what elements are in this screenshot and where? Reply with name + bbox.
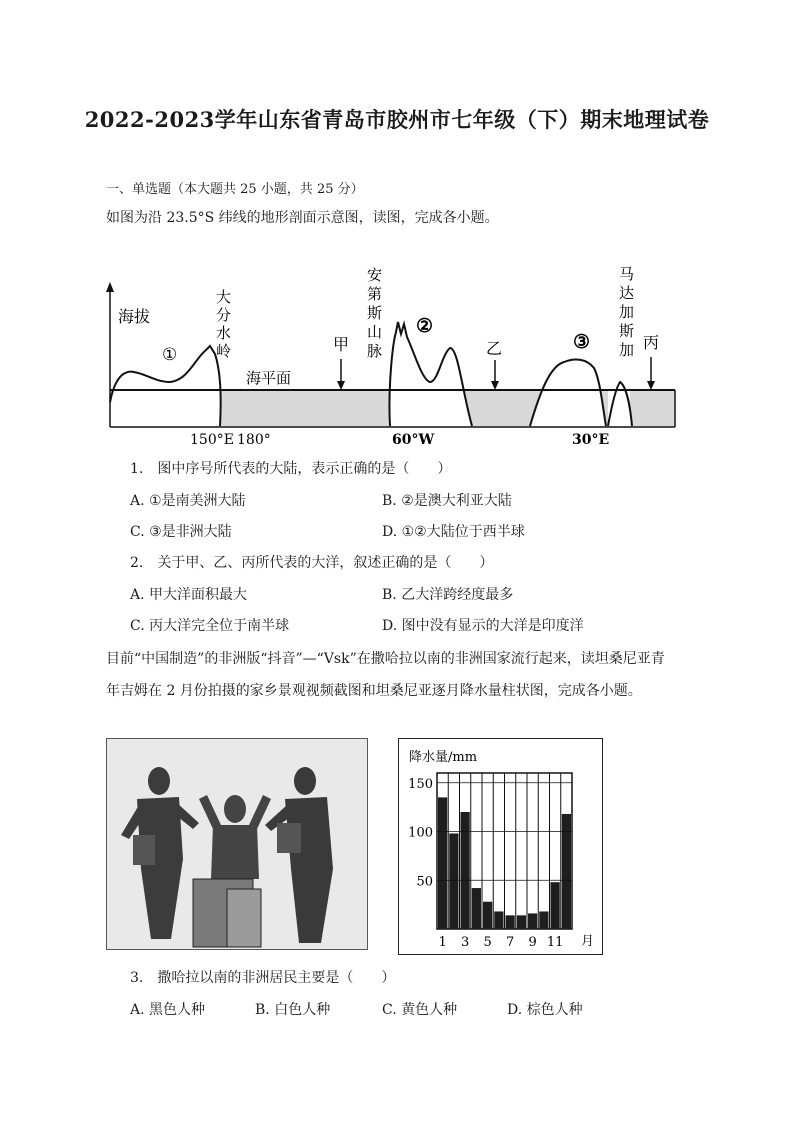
basket	[277, 823, 301, 853]
label-ocean-bing: 丙	[643, 333, 660, 352]
precipitation-chart-svg	[399, 739, 602, 954]
q2-option-b[interactable]: B. 乙大洋跨经度最多	[382, 587, 514, 603]
arrow-bing-head	[647, 381, 655, 390]
madagascar-landmass	[608, 382, 632, 426]
chart-xtick-label: 9	[528, 935, 537, 950]
y-axis-arrow	[106, 282, 114, 292]
q3-option-b[interactable]: B. 白色人种	[255, 1002, 331, 1018]
q3-option-a[interactable]: A. 黑色人种	[130, 1002, 206, 1018]
label-altitude: 海拔	[118, 307, 151, 326]
label-ocean-yi: 乙	[486, 339, 503, 358]
q1-option-c[interactable]: C. ③是非洲大陆	[130, 524, 232, 540]
q3-option-d[interactable]: D. 棕色人种	[507, 1002, 583, 1018]
precip-bar-1	[438, 797, 447, 929]
label-andes: 安第斯山脉	[367, 266, 383, 360]
tick-180: 180°	[237, 432, 271, 448]
south-america-landmass	[389, 322, 472, 426]
chart-ylabel: 降水量/mm	[409, 750, 478, 765]
chart-ytick-label: 50	[416, 874, 433, 890]
chart-ytick-label: 150	[408, 776, 433, 792]
precip-bar-2	[449, 833, 458, 929]
q2-option-d[interactable]: D. 图中没有显示的大洋是印度洋	[382, 618, 584, 634]
precip-bar-5	[483, 902, 492, 929]
section-heading: 一、单选题（本大题共 25 小题，共 25 分）	[106, 182, 364, 197]
arrow-jia-head	[337, 381, 345, 390]
precip-bar-8	[517, 915, 526, 929]
question-intro-1: 如图为沿 23.5°S 纬线的地形剖面示意图，读图，完成各小题。	[106, 210, 499, 226]
question-intro-2-line1: 目前“中国制造”的非洲版“抖音”—“Vsk”在撒哈拉以南的非洲国家流行起来，读坦桑尼亚青	[106, 651, 665, 667]
label-continent-3: ③	[573, 331, 591, 353]
chart-xtick-label: 1	[438, 935, 447, 950]
chart-xlabel: 月	[581, 934, 595, 949]
precip-bar-11	[551, 882, 560, 929]
tick-30e: 30°E	[572, 432, 610, 448]
label-continent-2: ②	[416, 315, 434, 337]
q1-stem: 1. 图中序号所代表的大陆，表示正确的是（ ）	[130, 461, 452, 477]
chart-xtick-label: 5	[483, 935, 492, 950]
q3-stem: 3. 撒哈拉以南的非洲居民主要是（ ）	[130, 970, 396, 986]
q1-option-a[interactable]: A. ①是南美洲大陆	[130, 493, 246, 509]
dancers-illustration	[107, 739, 367, 949]
q1-option-d[interactable]: D. ①②大陆位于西半球	[382, 524, 525, 540]
label-sea-level: 海平面	[246, 369, 292, 387]
chart-xtick-label: 11	[546, 935, 564, 950]
tick-60w: 60°W	[392, 432, 435, 448]
basket-2	[133, 835, 155, 865]
precip-bar-10	[539, 911, 548, 929]
precip-bar-9	[528, 913, 537, 929]
q3-option-c[interactable]: C. 黄色人种	[382, 1002, 458, 1018]
precip-bar-4	[472, 888, 481, 929]
chart-xtick-label: 7	[505, 935, 515, 950]
q2-option-c[interactable]: C. 丙大洋完全位于南半球	[130, 618, 290, 634]
drum-2	[227, 889, 261, 947]
arrow-yi-head	[491, 381, 499, 390]
q2-stem: 2. 关于甲、乙、丙所代表的大洋，叙述正确的是（ ）	[130, 555, 494, 571]
q1-option-b[interactable]: B. ②是澳大利亚大陆	[382, 493, 512, 509]
label-great-dividing-range: 大分水岭	[216, 288, 232, 360]
question-intro-2-line2: 年吉姆在 2 月份拍摄的家乡景观视频截图和坦桑尼亚逐月降水量柱状图，完成各小题。	[106, 683, 642, 699]
precip-bar-6	[494, 911, 503, 929]
chart-ytick-label: 100	[408, 825, 433, 841]
tick-150e: 150°E	[190, 432, 234, 448]
label-madagascar: 马达加斯加	[619, 265, 635, 359]
africa-landmass	[530, 360, 606, 426]
label-continent-1: ①	[162, 345, 178, 365]
video-screenshot-photo	[106, 738, 368, 950]
terrain-profile-diagram	[100, 262, 680, 452]
exam-title: 2022-2023学年山东省青岛市胶州市七年级（下）期末地理试卷	[84, 107, 710, 132]
precip-bar-7	[506, 915, 515, 929]
q2-option-a[interactable]: A. 甲大洋面积最大	[130, 587, 248, 603]
chart-xtick-label: 3	[460, 935, 470, 950]
precipitation-chart	[398, 738, 603, 955]
precip-bar-3	[461, 812, 470, 929]
label-ocean-jia: 甲	[333, 335, 350, 354]
